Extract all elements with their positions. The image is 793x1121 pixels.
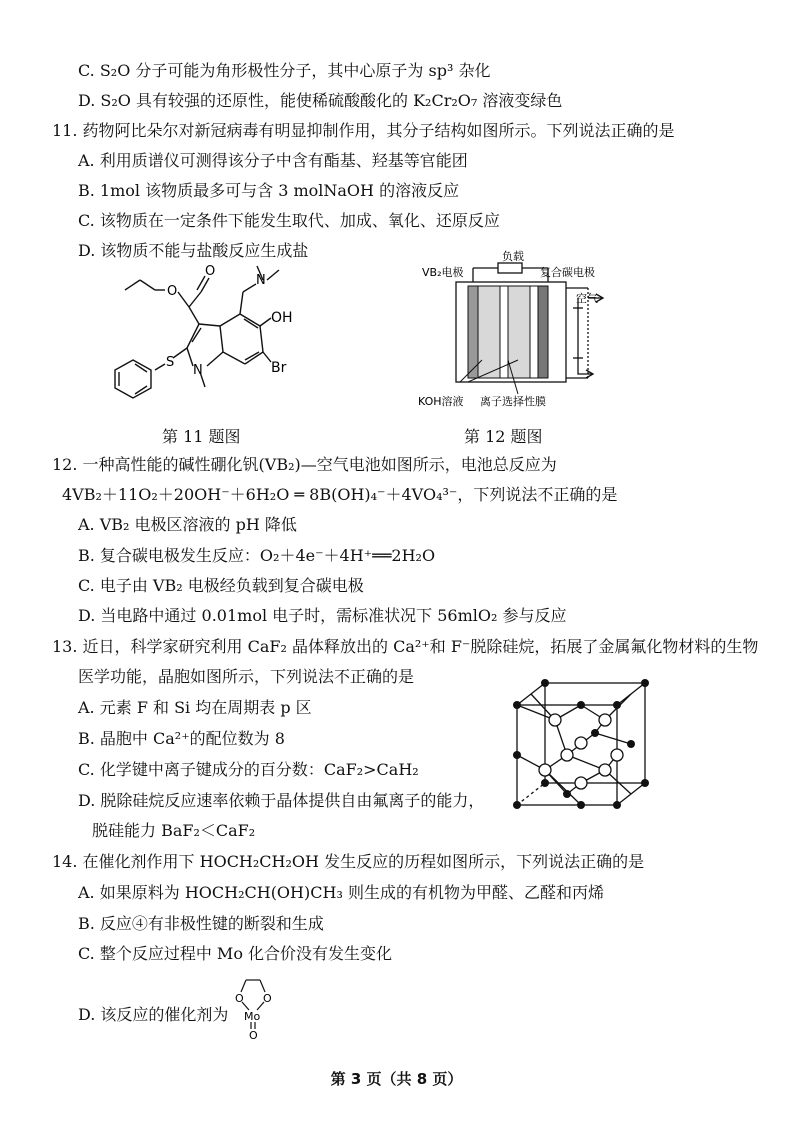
q14-option-d: D. 该反应的催化剂为 xyxy=(78,1005,229,1024)
q12-option-b: B. 复合碳电极发生反应：O₂＋4e⁻＋4H⁺══2H₂O xyxy=(78,546,436,565)
q10-option-d: D. S₂O 具有较强的还原性，能使稀硫酸酸化的 K₂Cr₂O₇ 溶液变绿色 xyxy=(78,91,563,110)
q13-stem-line2: 医学功能，晶胞如图所示，下列说法不正确的是 xyxy=(78,667,415,686)
hydroxyl-label: OH xyxy=(271,310,293,326)
catalyst-mo: Mo xyxy=(244,1010,261,1023)
q11-stem: 11. 药物阿比朵尔对新冠病毒有明显抑制作用，其分子结构如图所示。下列说法正确的是 xyxy=(52,121,675,140)
q12-option-d: D. 当电路中通过 0.01mol 电子时，需标准状况下 56mlO₂ 参与反应 xyxy=(78,606,567,625)
q12-battery-figure xyxy=(418,250,613,410)
q13-stem-line1: 13. 近日，科学家研究利用 CaF₂ 晶体释放出的 Ca²⁺和 F⁻脱除硅烷，拓展了金属氟化物材料的生物 xyxy=(52,637,759,656)
catalyst-o-right: O xyxy=(263,992,272,1005)
indole-n-label: N xyxy=(193,363,203,378)
sulfur-label: S xyxy=(166,355,175,370)
q13-option-a: A. 元素 F 和 Si 均在周期表 p 区 xyxy=(78,698,312,717)
catalyst-o-bottom: O xyxy=(249,1029,258,1042)
q11-figure-caption: 第 11 题图 xyxy=(162,427,241,446)
q13-crystal-cell-figure xyxy=(505,675,655,825)
q13-option-c: C. 化学键中离子键成分的百分数：CaF₂>CaH₂ xyxy=(78,760,419,779)
q11-option-d: D. 该物质不能与盐酸反应生成盐 xyxy=(78,241,309,260)
air-label: 空气 xyxy=(576,292,598,305)
q13-option-d-line2: 脱硅能力 BaF₂＜CaF₂ xyxy=(92,821,256,840)
q14-option-b: B. 反应④有非极性键的断裂和生成 xyxy=(78,914,324,933)
q14-option-c: C. 整个反应过程中 Mo 化合价没有发生变化 xyxy=(78,944,393,963)
q10-option-c: C. S₂O 分子可能为角形极性分子，其中心原子为 sp³ 杂化 xyxy=(78,61,491,80)
koh-label: KOH溶液 xyxy=(418,395,464,408)
amine-n-label: N xyxy=(256,273,266,288)
ester-o2-label: O xyxy=(205,264,216,279)
q11-molecule-figure xyxy=(85,262,315,402)
bromo-label: Br xyxy=(271,360,287,376)
q14-catalyst-structure xyxy=(228,972,278,1042)
membrane-label: 离子选择性膜 xyxy=(480,395,546,408)
q12-option-a: A. VB₂ 电极区溶液的 pH 降低 xyxy=(78,515,297,534)
ester-o1-label: O xyxy=(167,284,178,299)
q13-option-b: B. 晶胞中 Ca²⁺的配位数为 8 xyxy=(78,729,285,748)
q11-option-b: B. 1mol 该物质最多可与含 3 molNaOH 的溶液反应 xyxy=(78,181,460,200)
catalyst-o-left: O xyxy=(235,992,244,1005)
vb2-electrode-label: VB₂电极 xyxy=(422,266,464,279)
q14-option-a: A. 如果原料为 HOCH₂CH(OH)CH₃ 则生成的有机物为甲醛、乙醛和丙烯 xyxy=(78,883,604,902)
carbon-electrode-label: 复合碳电极 xyxy=(540,266,595,279)
load-label: 负载 xyxy=(502,250,524,263)
q13-option-d-line1: D. 脱除硅烷反应速率依赖于晶体提供自由氟离子的能力， xyxy=(78,791,485,810)
page-footer: 第 3 页（共 8 页） xyxy=(330,1070,463,1088)
q11-option-c: C. 该物质在一定条件下能发生取代、加成、氧化、还原反应 xyxy=(78,211,500,230)
q12-option-c: C. 电子由 VB₂ 电极经负载到复合碳电极 xyxy=(78,576,364,595)
q12-figure-caption: 第 12 题图 xyxy=(464,427,543,446)
q12-equation: 4VB₂＋11O₂＋20OH⁻＋6H₂O ═ 8B(OH)₄⁻＋4VO₄³⁻，下列说法不正确的是 xyxy=(62,485,618,504)
q12-stem: 12. 一种高性能的碱性硼化钒(VB₂)—空气电池如图所示，电池总反应为 xyxy=(52,455,557,474)
q11-option-a: A. 利用质谱仪可测得该分子中含有酯基、羟基等官能团 xyxy=(78,151,468,170)
q14-stem: 14. 在催化剂作用下 HOCH₂CH₂OH 发生反应的历程如图所示，下列说法正确的是 xyxy=(52,852,645,871)
